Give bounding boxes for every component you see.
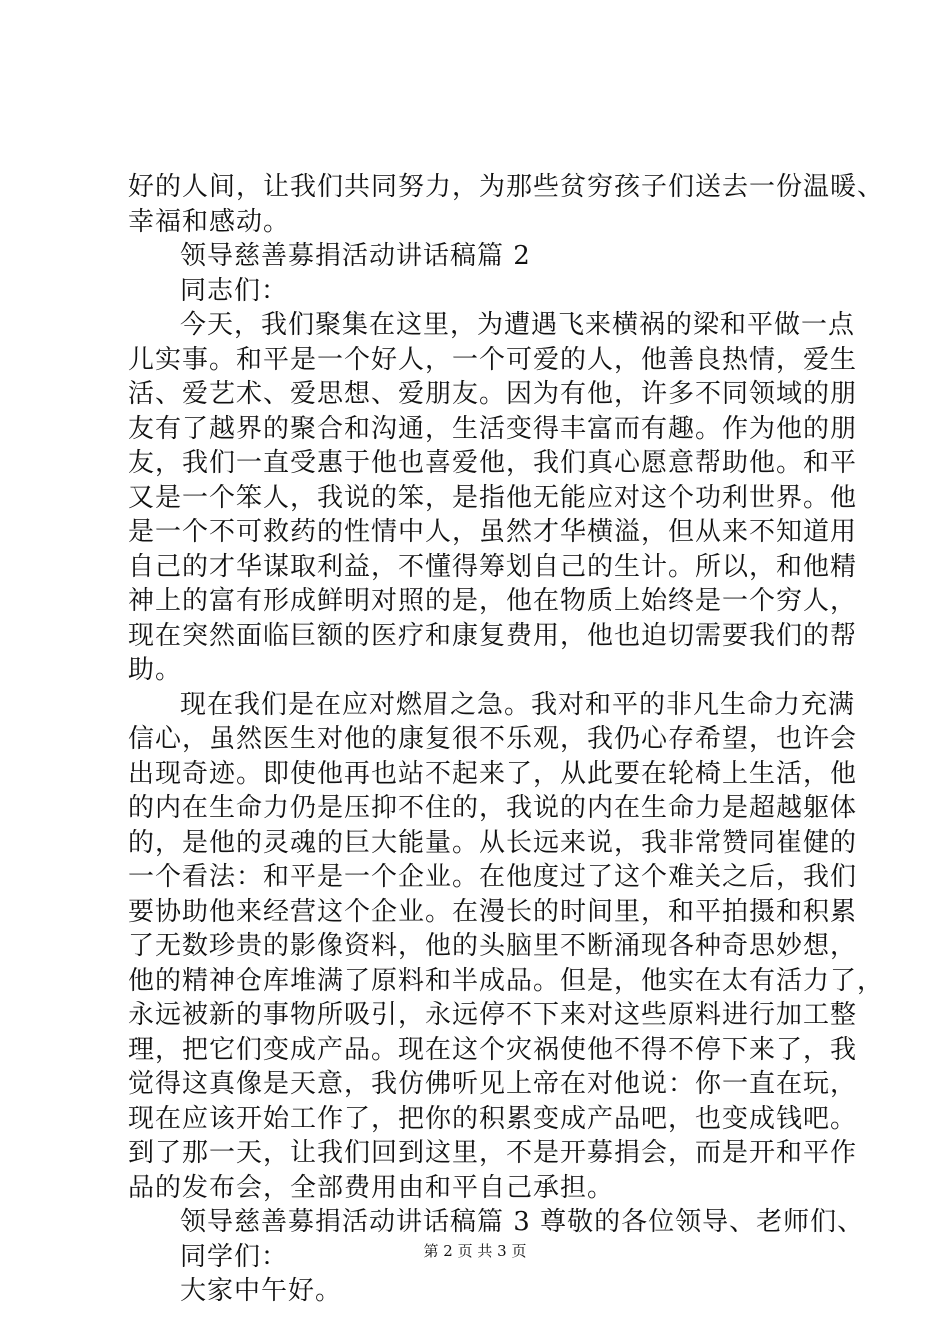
- text-line: 品的发布会，全部费用由和平自己承担。: [128, 1172, 615, 1203]
- document-body: [128, 170, 885, 1309]
- salutation: 同志们：: [180, 275, 289, 306]
- text-line: 好的人间，让我们共同努力，为那些贫穷孩子们送去一份温暖、: [128, 172, 885, 202]
- salutation: 同学们：: [180, 1241, 289, 1272]
- page-footer: [0, 1241, 950, 1261]
- text-line: 信心，虽然医生对他的康复很不乐观，我仍心存希望，也许会: [128, 724, 858, 754]
- text-line: 又是一个笨人，我说的笨，是指他无能应对这个功利世界。他: [128, 482, 858, 513]
- section-heading: 领导慈善募捐活动讲话稿篇 2: [180, 241, 531, 271]
- text-line: 现在突然面临巨额的医疗和康复费用，他也迫切需要我们的帮: [128, 620, 858, 651]
- text-line: 友，我们一直受惠于他也喜爱他，我们真心愿意帮助他。和平: [128, 448, 858, 478]
- text-line: 理，把它们变成产品。现在这个灾祸使他不得不停下来了，我: [128, 1034, 858, 1065]
- text-line: 活、爱艺术、爱思想、爱朋友。因为有他，许多不同领域的朋: [128, 379, 858, 409]
- text-line: 自己的才华谋取利益，不懂得筹划自己的生计。所以，和他精: [128, 551, 858, 582]
- text-line: 了无数珍贵的影像资料，他的头脑里不断涌现各种奇思妙想，: [128, 931, 858, 961]
- greeting-line: 大家中午好。: [180, 1276, 343, 1306]
- text-line: 要协助他来经营这个企业。在漫长的时间里，和平拍摄和积累: [128, 896, 858, 927]
- text-line: 出现奇迹。即使他再也站不起来了，从此要在轮椅上生活，他: [128, 758, 858, 789]
- text-line: 永远被新的事物所吸引，永远停不下来对这些原料进行加工整: [128, 1000, 858, 1030]
- text-line: 到了那一天，让我们回到这里，不是开募捐会，而是开和平作: [128, 1138, 858, 1168]
- text-line: 的，是他的灵魂的巨大能量。从长远来说，我非常赞同崔健的: [128, 827, 858, 858]
- page-number-label: 第 2 页 共 3 页: [423, 1242, 527, 1260]
- text-line: 是一个不可救药的性情中人，虽然才华横溢，但从来不知道用: [128, 517, 858, 547]
- text-line: 幸福和感动。: [128, 206, 291, 237]
- text-line: 的内在生命力仍是压抑不住的，我说的内在生命力是超越躯体: [128, 793, 858, 823]
- text-line: 现在应该开始工作了，把你的积累变成产品吧，也变成钱吧。: [128, 1103, 858, 1134]
- text-line: 一个看法：和平是一个企业。在他度过了这个难关之后，我们: [128, 862, 858, 892]
- section-heading: 领导慈善募捐活动讲话稿篇 3 尊敬的各位领导、老师们、: [180, 1207, 865, 1237]
- paragraph-first-line: 今天，我们聚集在这里，为遭遇飞来横祸的梁和平做一点: [180, 310, 856, 340]
- text-line: 儿实事。和平是一个好人，一个可爱的人，他善良热情，爱生: [128, 344, 858, 375]
- text-line: 助。: [128, 655, 183, 685]
- text-line: 他的精神仓库堆满了原料和半成品。但是，他实在太有活力了，: [128, 965, 885, 996]
- paragraph-first-line: 现在我们是在应对燃眉之急。我对和平的非凡生命力充满: [180, 689, 856, 720]
- text-line: 神上的富有形成鲜明对照的是，他在物质上始终是一个穷人，: [128, 586, 858, 616]
- text-line: 觉得这真像是天意，我仿佛听见上帝在对他说：你一直在玩，: [128, 1069, 858, 1099]
- text-line: 友有了越界的聚合和沟通，生活变得丰富而有趣。作为他的朋: [128, 413, 858, 444]
